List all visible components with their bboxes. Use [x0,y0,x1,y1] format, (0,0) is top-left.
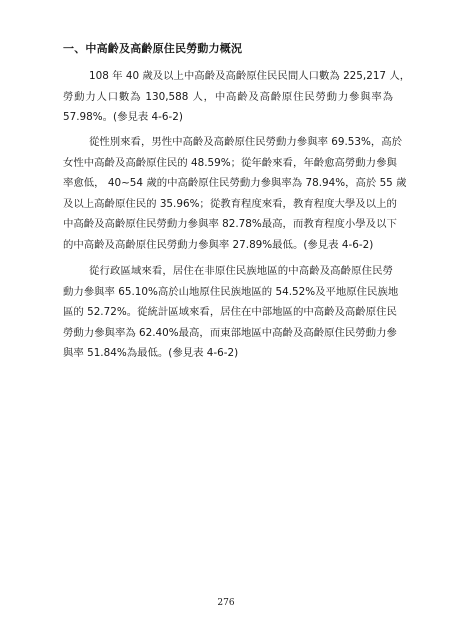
paragraph-line: 動力參與率 65.10%高於山地原住民族地區的 54.52%及平地原住民族地 [63,285,399,298]
paragraph-line: 的中高齡及高齡原住民勞動力參與率 27.89%最低。(參見表 4-6-2) [63,238,374,251]
paragraph-gender-age-education [63,132,407,255]
paragraph-region [63,261,399,364]
page-number: 276 [217,598,235,608]
paragraph-line: 勞動力人口數為 130,588 人，中高齡及高齡原住民勞動力參與率為 [63,90,393,103]
paragraph-population-summary [63,66,411,128]
paragraph-line: 與率 51.84%為最低。(參見表 4-6-2) [63,347,239,359]
paragraph-line: 從性別來看，男性中高齡及高齡原住民勞動力參與率 69.53%，高於 [89,136,403,148]
paragraph-line: 57.98%。(參見表 4-6-2) [63,111,183,123]
paragraph-line: 勞動力參與率為 62.40%最高，而東部地區中高齡及高齡原住民勞動力參 [63,326,397,339]
paragraph-line: 從行政區域來看，居住在非原住民族地區的中高齡及高齡原住民勞 [89,265,393,277]
paragraph-line: 及以上高齡原住民的 35.96%；從教育程度來看，教育程度大學及以上的 [63,197,397,210]
paragraph-line: 中高齡及高齡原住民勞動力參與率 82.78%最高，而教育程度小學及以下 [63,218,397,230]
paragraph-line: 108 年 40 歲及以上中高齡及高齡原住民民間人口數為 225,217 人， [89,70,411,82]
paragraph-line: 女性中高齡及高齡原住民的 48.59%；從年齡來看，年齡愈高勞動力參與 [63,156,397,169]
section-heading: 一、中高齡及高齡原住民勞動力概況 [63,42,243,55]
paragraph-line: 區的 52.72%。從統計區域來看，居住在中部地區的中高齡及高齡原住民 [63,306,397,318]
paragraph-line: 率愈低， 40~54 歲的中高齡原住民勞動力參與率為 78.94%，高於 55 歲 [63,177,407,189]
